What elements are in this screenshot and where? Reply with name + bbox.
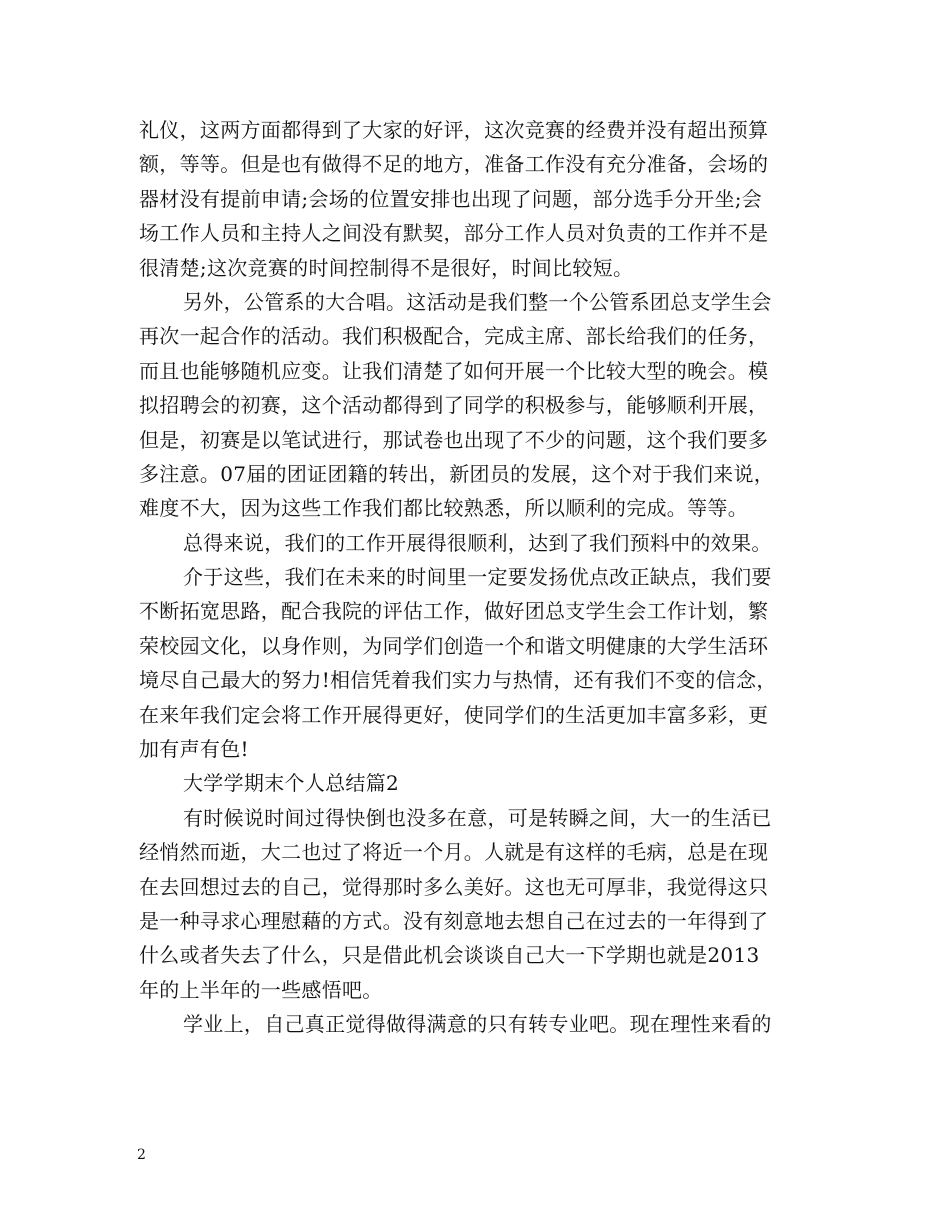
- text-line: 场工作人员和主持人之间没有默契，部分工作人员对负责的工作并不是: [139, 221, 769, 246]
- text-line: 在来年我们定会将工作开展得更好，使同学们的生活更加丰富多彩，更: [139, 702, 769, 727]
- paragraph-start-line: 另外，公管系的大合唱。这活动是我们整一个公管系团总支学生会: [183, 289, 772, 314]
- text-line: 年的上半年的一些感悟吧。: [139, 977, 383, 1002]
- text-line: 很清楚;这次竞赛的时间控制得不是很好，时间比较短。: [139, 255, 634, 280]
- paragraph-start-line: 总得来说，我们的工作开展得很顺利，达到了我们预料中的效果。: [183, 530, 772, 555]
- text-line: 境尽自己最大的努力!相信凭着我们实力与热情，还有我们不变的信念，: [139, 668, 777, 693]
- paragraph-start-line: 有时候说时间过得快倒也没多在意，可是转瞬之间，大一的生活已: [183, 805, 772, 830]
- text-line: 经悄然而逝，大二也过了将近一个月。人就是有这样的毛病，总是在现: [139, 840, 769, 865]
- text-line: 但是，初赛是以笔试进行，那试卷也出现了不少的问题，这个我们要多: [139, 427, 769, 452]
- section-heading: 大学学期末个人总结篇2: [183, 771, 400, 796]
- text-line: 荣校园文化，以身作则，为同学们创造一个和谐文明健康的大学生活环: [139, 633, 769, 658]
- text-line: 什么或者失去了什么，只是借此机会谈谈自己大一下学期也就是2013: [139, 943, 760, 968]
- text-line: 是一种寻求心理慰藉的方式。没有刻意地去想自己在过去的一年得到了: [139, 908, 769, 933]
- paragraph-start-line: 介于这些，我们在未来的时间里一定要发扬优点改正缺点，我们要: [183, 565, 772, 590]
- text-line: 加有声有色!: [139, 737, 249, 762]
- page-number: 2: [137, 1147, 146, 1163]
- text-line: 额，等等。但是也有做得不足的地方，准备工作没有充分准备，会场的: [139, 152, 769, 177]
- text-line: 礼仪，这两方面都得到了大家的好评，这次竞赛的经费并没有超出预算: [139, 118, 769, 142]
- text-line: 多注意。07届的团证团籍的转出，新团员的发展，这个对于我们来说，: [139, 461, 775, 486]
- document-body: [139, 113, 839, 1042]
- text-line: 器材没有提前申请;会场的位置安排也出现了问题，部分选手分开坐;会: [139, 186, 763, 211]
- text-line: 不断拓宽思路，配合我院的评估工作，做好团总支学生会工作计划，繁: [139, 599, 769, 624]
- text-line: 再次一起合作的活动。我们积极配合，完成主席、部长给我们的任务，: [139, 324, 769, 349]
- text-line: 而且也能够随机应变。让我们清楚了如何开展一个比较大型的晚会。模: [139, 358, 769, 383]
- text-line: 难度不大，因为这些工作我们都比较熟悉，所以顺利的完成。等等。: [139, 496, 748, 521]
- text-line: 拟招聘会的初赛，这个活动都得到了同学的积极参与，能够顺利开展，: [139, 393, 769, 418]
- text-line: 在去回想过去的自己，觉得那时多么美好。这也无可厚非，我觉得这只: [139, 874, 769, 899]
- paragraph-start-line: 学业上，自己真正觉得做得满意的只有转专业吧。现在理性来看的: [183, 1012, 772, 1037]
